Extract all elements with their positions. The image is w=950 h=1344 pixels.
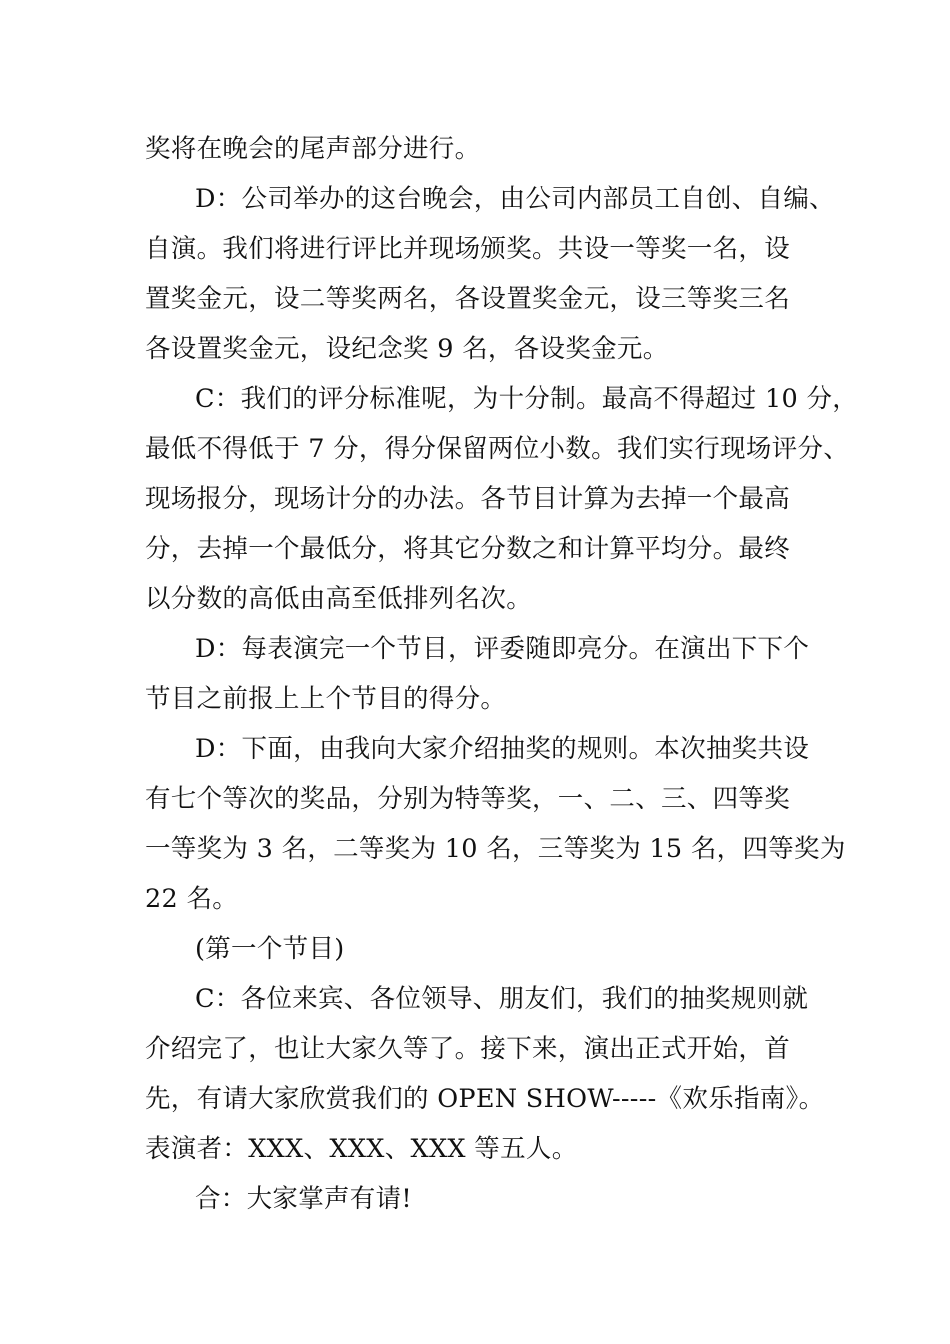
document-body — [145, 124, 859, 1224]
text-line: 各设置奖金元，设纪念奖 9 名，各设奖金元。 — [145, 334, 669, 364]
text-line: 现场报分，现场计分的办法。各节目计算为去掉一个最高 — [145, 484, 791, 514]
text-line: 表演者：XXX、XXX、XXX 等五人。 — [145, 1134, 578, 1164]
text-line: C：各位来宾、各位领导、朋友们，我们的抽奖规则就 — [195, 984, 809, 1014]
text-line: D：公司举办的这台晚会，由公司内部员工自创、自编、 — [195, 184, 835, 214]
text-line: C：我们的评分标准呢，为十分制。最高不得超过 10 分， — [195, 384, 859, 414]
text-line: 最低不得低于 7 分，得分保留两位小数。我们实行现场评分、 — [145, 434, 850, 464]
text-line: 置奖金元，设二等奖两名，各设置奖金元，设三等奖三名 — [145, 284, 791, 314]
text-line: 先，有请大家欣赏我们的 OPEN SHOW-----《欢乐指南》。 — [145, 1084, 825, 1114]
text-line: 合：大家掌声有请! — [195, 1184, 412, 1214]
text-line: D：下面，由我向大家介绍抽奖的规则。本次抽奖共设 — [195, 734, 810, 764]
text-line: 22 名。 — [145, 884, 239, 914]
text-line: 以分数的高低由高至低排列名次。 — [145, 584, 533, 614]
text-line: 奖将在晚会的尾声部分进行。 — [145, 134, 481, 164]
text-line: 介绍完了，也让大家久等了。接下来，演出正式开始，首 — [145, 1034, 791, 1064]
text-line: 自演。我们将进行评比并现场颁奖。共设一等奖一名，设 — [145, 234, 791, 264]
text-line: D：每表演完一个节目，评委随即亮分。在演出下下个 — [195, 634, 810, 664]
text-line: 有七个等次的奖品，分别为特等奖，一、二、三、四等奖 — [145, 784, 791, 814]
text-line: 节目之前报上上个节目的得分。 — [145, 684, 507, 714]
text-line: 分，去掉一个最低分，将其它分数之和计算平均分。最终 — [145, 534, 791, 564]
text-line: (第一个节目) — [195, 934, 345, 964]
text-line: 一等奖为 3 名，二等奖为 10 名，三等奖为 15 名，四等奖为 — [145, 834, 846, 864]
